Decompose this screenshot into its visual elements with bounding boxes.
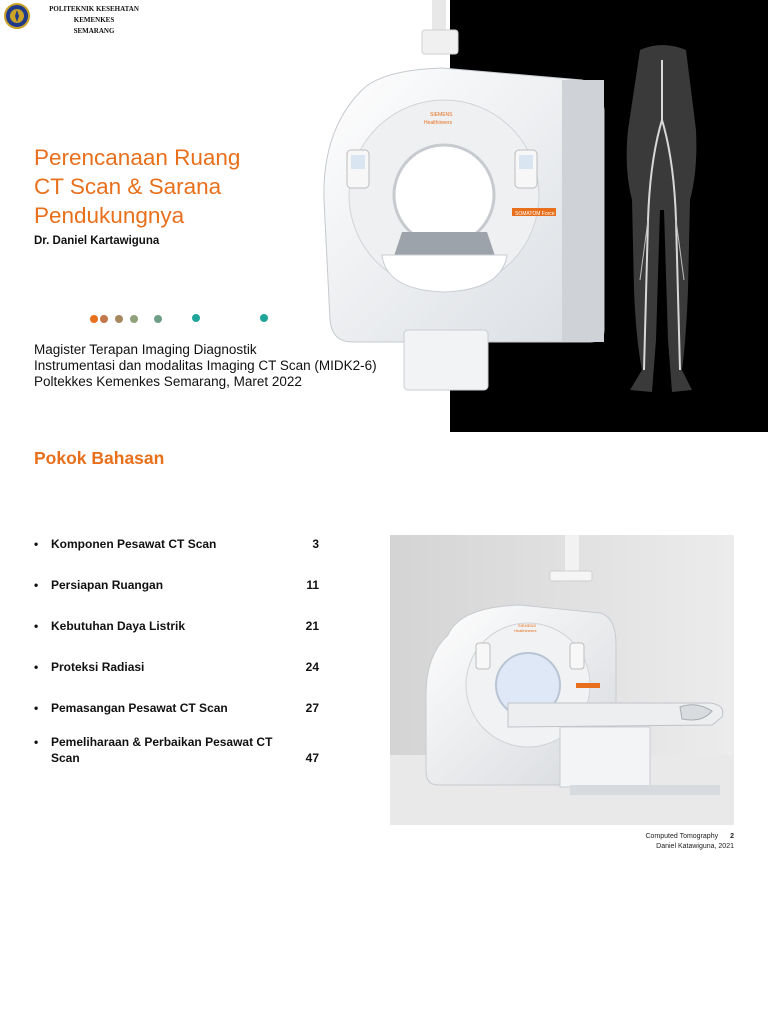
title-slide [0, 0, 768, 432]
decor-dot [154, 315, 162, 323]
agenda-title: Pokok Bahasan [34, 448, 165, 468]
agenda-slide [0, 432, 768, 864]
slide-footer [645, 832, 734, 852]
footer-credit: Daniel Katawiguna, 2021 [656, 843, 734, 850]
decor-dot [115, 315, 123, 323]
ct-scanner-photo [390, 535, 734, 825]
list-item: • Komponen Pesawat CT Scan 3 [34, 536, 324, 552]
course-info: Magister Terapan Imaging Diagnostik Instrumentasi dan modalitas Imaging CT Scan (MIDK2-6) Poltekkes Kemenkes Semarang, Maret 2022 [34, 342, 377, 389]
institution-name: POLITEKNIK KESEHATAN KEMENKES SEMARANG [49, 5, 139, 35]
decor-dot [260, 314, 268, 322]
list-item: • Proteksi Radiasi 24 [34, 659, 324, 675]
list-item: • Kebutuhan Daya Listrik 21 [34, 618, 324, 634]
list-item: • Pemasangan Pesawat CT Scan 27 [34, 700, 324, 716]
list-item: • Persiapan Ruangan 11 [34, 577, 324, 593]
decor-dot [192, 314, 200, 322]
svg-text:Healthineers: Healthineers [424, 120, 453, 126]
svg-text:Healthineers: Healthineers [514, 628, 537, 633]
scanner-model-label: SOMATOM Force [515, 211, 555, 217]
decor-dot [90, 315, 98, 323]
svg-text:SIEMENS: SIEMENS [430, 112, 453, 118]
page-number: 2 [730, 833, 734, 840]
footer-label: Computed Tomography [645, 833, 719, 840]
author-name: Dr. Daniel Kartawiguna [34, 235, 160, 247]
decor-dot [100, 315, 108, 323]
decor-dot [130, 315, 138, 323]
list-item: • Pemeliharaan & Perbaikan Pesawat CT Scan 47 [34, 734, 324, 766]
presentation-title: Perencanaan Ruang CT Scan & Sarana Pendukungnya [34, 145, 241, 228]
scanner-brand-label: SIEMENS [518, 623, 537, 628]
agenda-list [34, 536, 324, 766]
